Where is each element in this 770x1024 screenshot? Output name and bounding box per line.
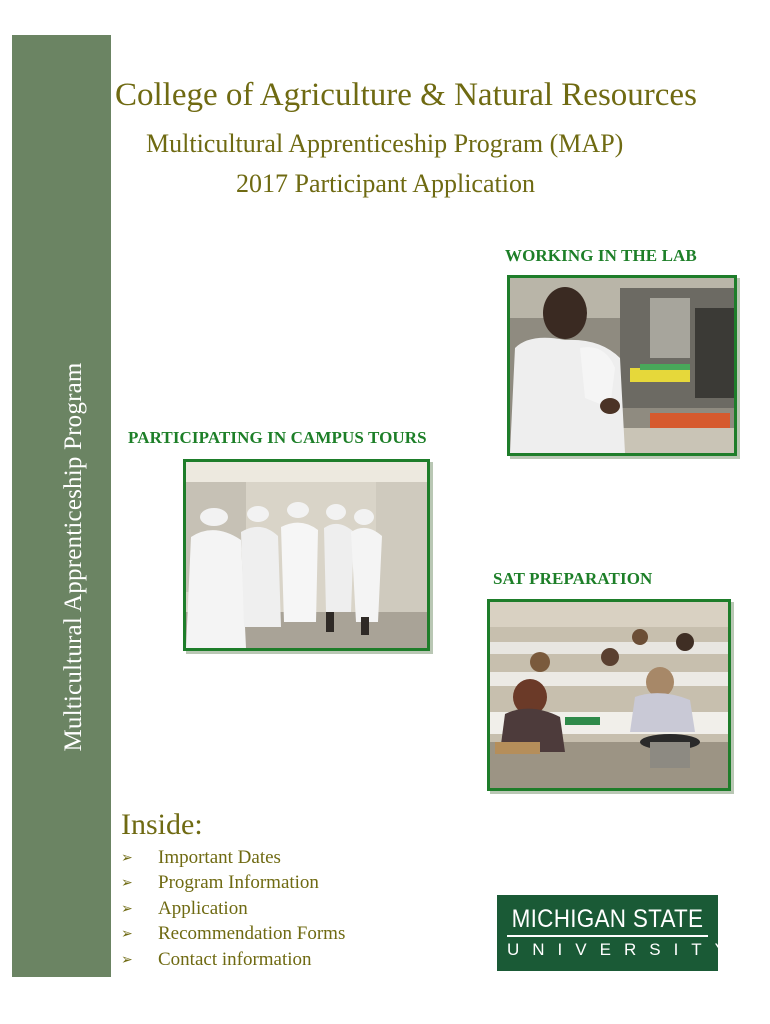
arrow-bullet-icon: ➢ bbox=[121, 849, 133, 866]
inside-item-recommendation-forms bbox=[121, 922, 345, 948]
msu-logo-line2: UNIVERSITY bbox=[507, 940, 740, 959]
inside-item-label: Important Dates bbox=[158, 846, 281, 868]
page-subtitle-year: 2017 Participant Application bbox=[236, 169, 535, 198]
inside-item-label: Recommendation Forms bbox=[158, 923, 346, 945]
tours-caption: PARTICIPATING IN CAMPUS TOURS bbox=[128, 428, 427, 447]
sat-caption: SAT PREPARATION bbox=[493, 569, 653, 588]
page-title: College of Agriculture & Natural Resources bbox=[115, 77, 697, 113]
side-banner-text: Multicultural Apprenticeship Program bbox=[60, 362, 87, 752]
inside-list bbox=[121, 845, 345, 973]
arrow-bullet-icon: ➢ bbox=[121, 951, 133, 968]
lab-caption: WORKING IN THE LAB bbox=[505, 246, 697, 265]
arrow-bullet-icon: ➢ bbox=[121, 875, 133, 892]
inside-item-program-information bbox=[121, 871, 345, 897]
msu-logo bbox=[497, 895, 740, 971]
inside-heading: Inside: bbox=[121, 808, 203, 841]
lab-photo bbox=[507, 275, 737, 456]
sat-photo-image bbox=[490, 602, 728, 788]
arrow-bullet-icon: ➢ bbox=[121, 900, 133, 917]
msu-logo-line1: MICHIGAN STATE bbox=[511, 905, 704, 933]
side-banner bbox=[12, 35, 111, 977]
tours-photo bbox=[183, 459, 430, 651]
sat-photo bbox=[487, 599, 731, 791]
inside-item-application bbox=[121, 896, 345, 922]
arrow-bullet-icon: ➢ bbox=[121, 926, 133, 943]
inside-item-label: Contact information bbox=[158, 948, 312, 970]
inside-item-label: Application bbox=[158, 897, 248, 919]
lab-photo-image bbox=[510, 278, 734, 453]
inside-item-label: Program Information bbox=[158, 872, 319, 894]
page-subtitle: Multicultural Apprenticeship Program (MAP) bbox=[146, 129, 624, 158]
inside-item-contact-information bbox=[121, 947, 345, 973]
inside-item-important-dates bbox=[121, 845, 345, 871]
tours-photo-image bbox=[186, 462, 427, 648]
msu-logo-divider bbox=[507, 935, 708, 937]
